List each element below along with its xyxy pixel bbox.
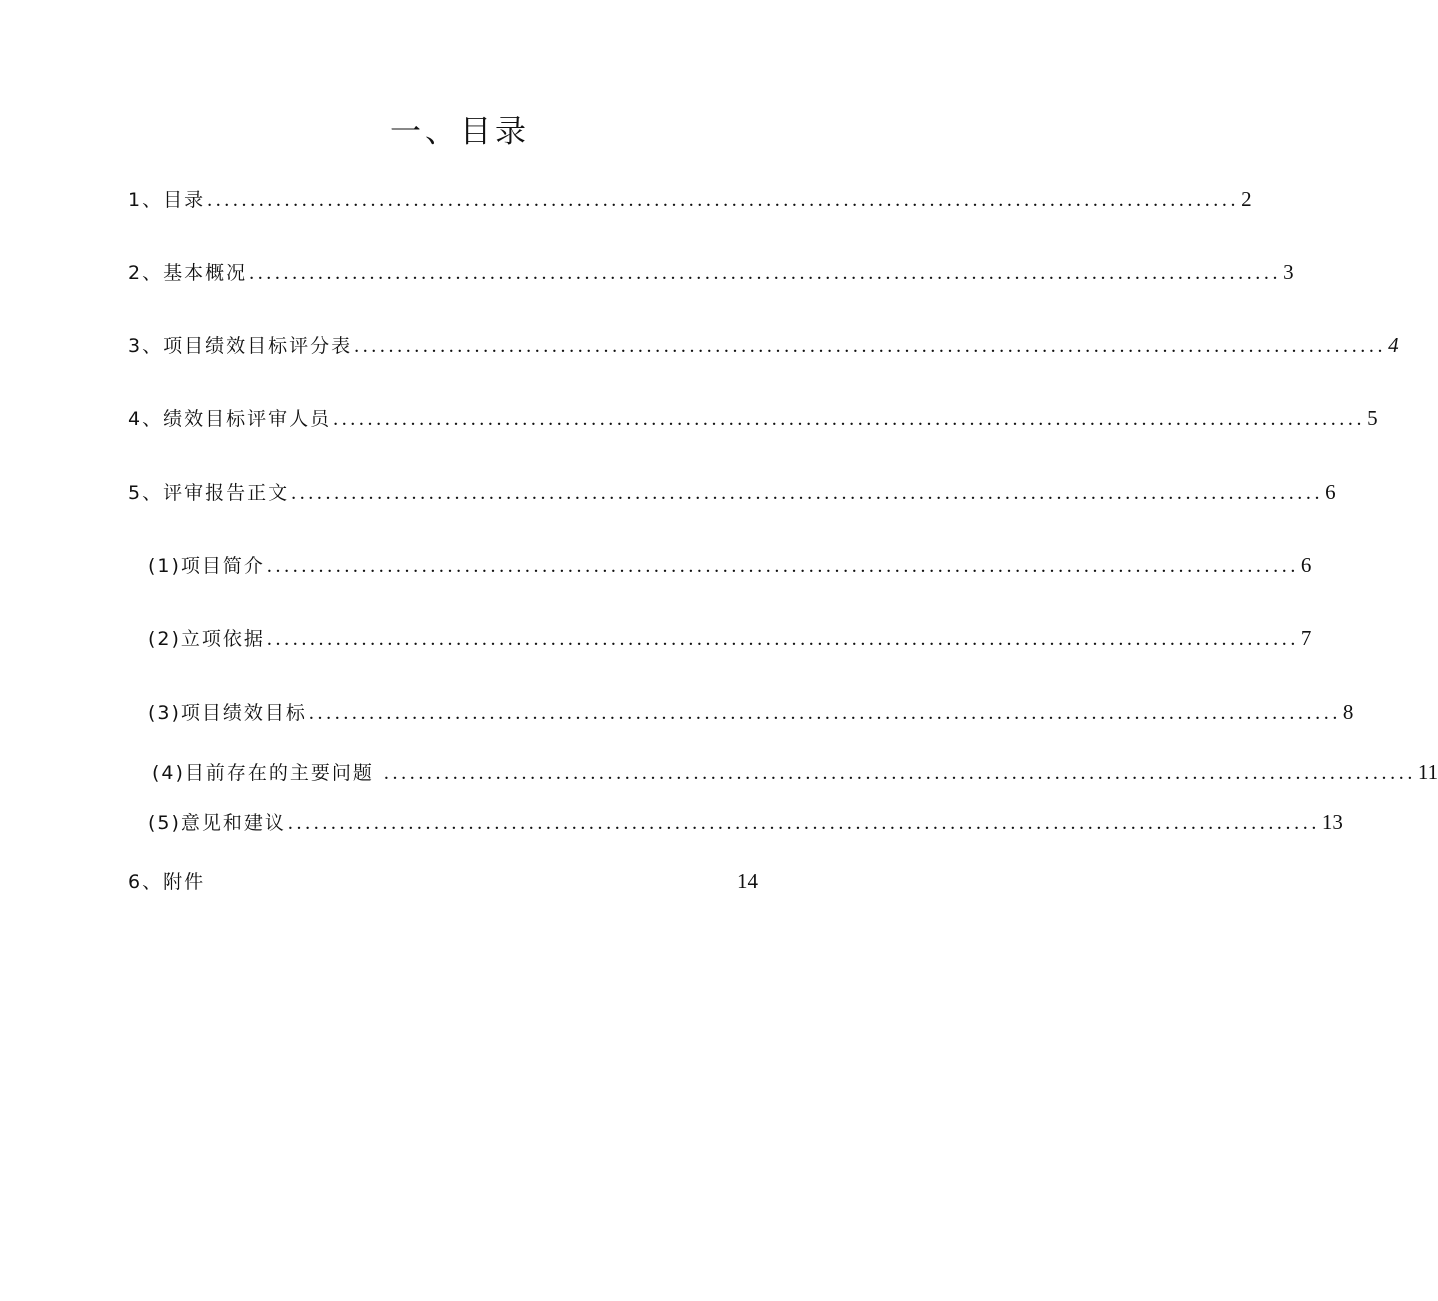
toc-entry-5-3	[148, 697, 1354, 727]
toc-entry-label: 2、基本概况	[128, 262, 248, 284]
toc-leader-dots: ........................................................................................................................	[308, 702, 1341, 724]
toc-leader-dots: ........................................................................................................................	[287, 812, 1320, 834]
toc-entry-label: 5、评审报告正文	[128, 482, 290, 504]
toc-entry-5-5	[148, 807, 1343, 837]
toc-entry-page: 14	[737, 869, 758, 893]
toc-entry-page: 7	[1300, 626, 1312, 650]
toc-entry-label: 1、目录	[128, 189, 206, 211]
toc-entry-5-2	[148, 623, 1312, 653]
toc-leader-dots: ........................................................................................................................	[207, 189, 1240, 211]
toc-entry-page: 5	[1367, 406, 1378, 430]
toc-entry-3	[128, 330, 1399, 360]
toc-entry-page: 8	[1342, 700, 1354, 724]
toc-entry-5-4	[152, 757, 1438, 787]
toc-entry-4	[128, 403, 1378, 433]
toc-entry-6	[128, 866, 758, 896]
toc-entry-page: 6	[1325, 480, 1336, 504]
toc-leader-dots: ........................................................................................................................	[333, 408, 1366, 430]
toc-leader-dots: ........................................................................................................................	[383, 762, 1416, 784]
toc-entry-2	[128, 257, 1294, 287]
toc-entry-label: 4、绩效目标评审人员	[128, 408, 332, 430]
toc-leader-dots: ........................................................................................................................	[266, 628, 1299, 650]
toc-entry-page: 4	[1388, 333, 1399, 357]
toc-entry-page: 13	[1321, 810, 1343, 834]
toc-entry-label: (5)意见和建议	[148, 812, 286, 834]
toc-entry-5	[128, 477, 1336, 507]
toc-entry-page: 3	[1283, 260, 1294, 284]
toc-entry-label: (2)立项依据	[148, 628, 265, 650]
toc-entry-label: 3、项目绩效目标评分表	[128, 335, 353, 357]
toc-leader-dots: ........................................................................................................................	[291, 482, 1324, 504]
toc-entry-1	[128, 184, 1252, 214]
toc-entry-label: (4)目前存在的主要问题	[152, 762, 374, 784]
toc-entry-page: 11	[1417, 760, 1438, 784]
toc-leader-dots: ........................................................................................................................	[249, 262, 1282, 284]
toc-leader-dots: ........................................................................................................................	[354, 335, 1387, 357]
page-title: 一、目录	[390, 114, 530, 150]
toc-entry-label: 6、附件	[128, 871, 206, 893]
toc-entry-page: 2	[1241, 187, 1252, 211]
toc-entry-label: (3)项目绩效目标	[148, 702, 307, 724]
toc-entry-label: (1)项目简介	[148, 555, 265, 577]
toc-leader-dots: ........................................................................................................................	[266, 555, 1299, 577]
toc-entry-page: 6	[1300, 553, 1312, 577]
toc-entry-5-1	[148, 550, 1312, 580]
